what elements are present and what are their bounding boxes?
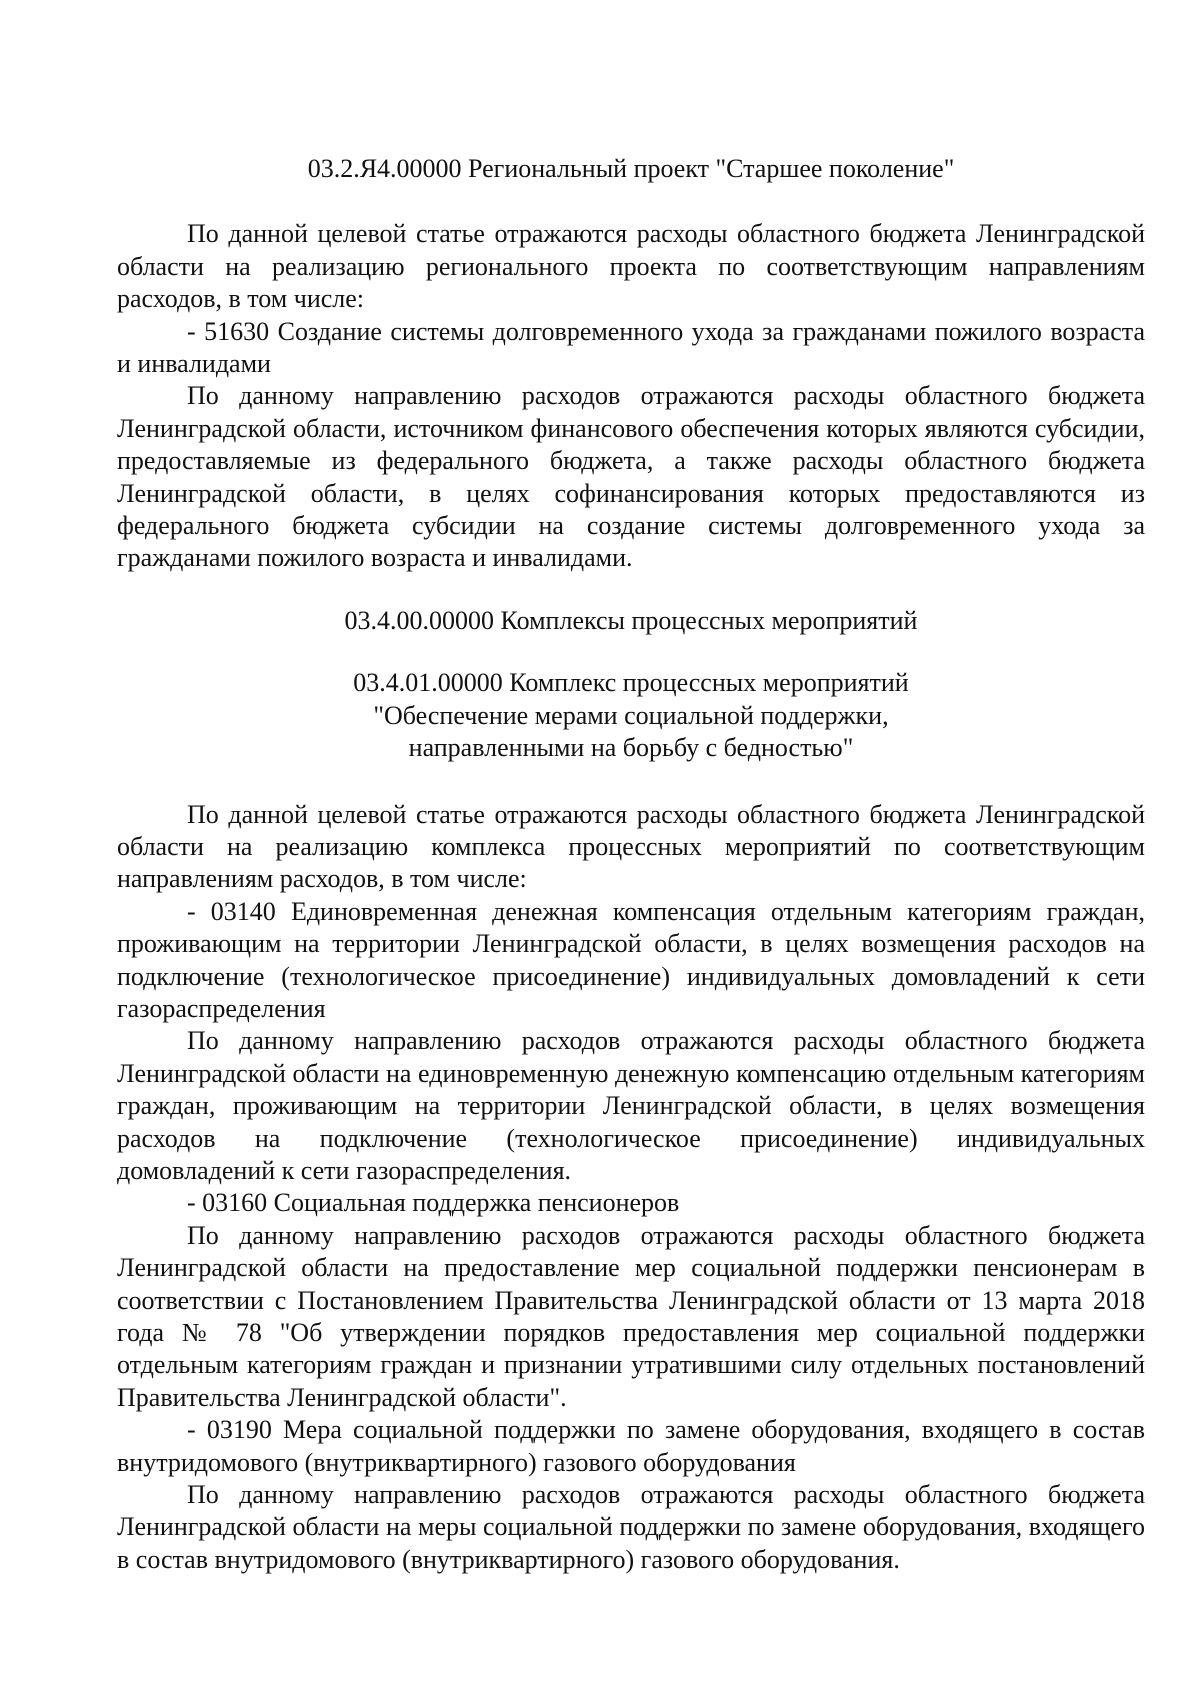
document-body [117,153,1145,1576]
paragraph-item-51630: - 51630 Создание системы долговременного ухода за гражданами пожилого возраста и инвалидами [117,316,1145,379]
section-heading-poverty-complex [117,667,1145,764]
paragraph-intro-poverty-complex: По данной целевой статье отражаются расходы областного бюджета Ленинградской области на реализацию комплекса процессных мероприятий по соответствующим направлениям расходов, в том числе: [117,799,1145,894]
paragraph-desc-51630: По данному направлению расходов отражаются расходы областного бюджета Ленинградской области, источником финансового обеспечения которых являются субсидии, предоставляемые из федерального бюджета, а также расходы областного бюджета Ленинградской области, в целях софинансирования которых предоставляются из федерального бюджета субсидии на создание системы долговременного ухода за гражданами пожилого возраста и инвалидами. [117,381,1145,573]
paragraph-intro-regional-project: По данной целевой статье отражаются расходы областного бюджета Ленинградской области на реализацию регионального проекта по соответствующим направлениям расходов, в том числе: [117,219,1145,314]
heading-line: направленными на борьбу с бедностью" [408,733,854,763]
heading-line: "Обеспечение мерами социальной поддержки, [373,700,889,730]
section-heading-regional-project: 03.2.Я4.00000 Региональный проект "Старшее поколение" [307,154,955,183]
paragraph-item-03160: - 03160 Социальная поддержка пенсионеров [187,1188,680,1218]
paragraph-desc-03160: По данному направлению расходов отражаются расходы областного бюджета Ленинградской области на предоставление мер социальной поддержки пенсионерам в соответствии с Постановлением Правительства Ленинградской области от 13 марта 2018 года № 78 "Об утверждении порядков предоставления мер социальной поддержки отдельным категориям граждан и признании утратившими силу отдельных постановлений Правительства Ленинградской области". [117,1220,1145,1412]
paragraph-item-03190: - 03190 Мера социальной поддержки по замене оборудования, входящего в состав внутридомового (внутриквартирного) газового оборудования [117,1415,1145,1477]
paragraph-desc-03190: По данному направлению расходов отражаются расходы областного бюджета Ленинградской области на меры социальной поддержки по замене оборудования, входящего в состав внутридомового (внутриквартирного) газового оборудования. [117,1480,1145,1574]
paragraph-item-03140: - 03140 Единовременная денежная компенсация отдельным категориям граждан, проживающим на территории Ленинградской области, в целях возмещения расходов на подключение (технологическое присоединение) индивидуальных домовладений к сети газораспределения [117,896,1145,1023]
section-heading-process-complexes: 03.4.00.00000 Комплексы процессных мероприятий [344,605,918,635]
paragraph-desc-03140: По данному направлению расходов отражаются расходы областного бюджета Ленинградской области на единовременную денежную компенсацию отдельным категориям граждан, проживающим на территории Ленинградской области, в целях возмещения расходов на подключение (технологическое присоединение) индивидуальных домовладений к сети газораспределения. [117,1026,1145,1185]
heading-line: 03.4.01.00000 Комплекс процессных мероприятий [353,668,909,698]
